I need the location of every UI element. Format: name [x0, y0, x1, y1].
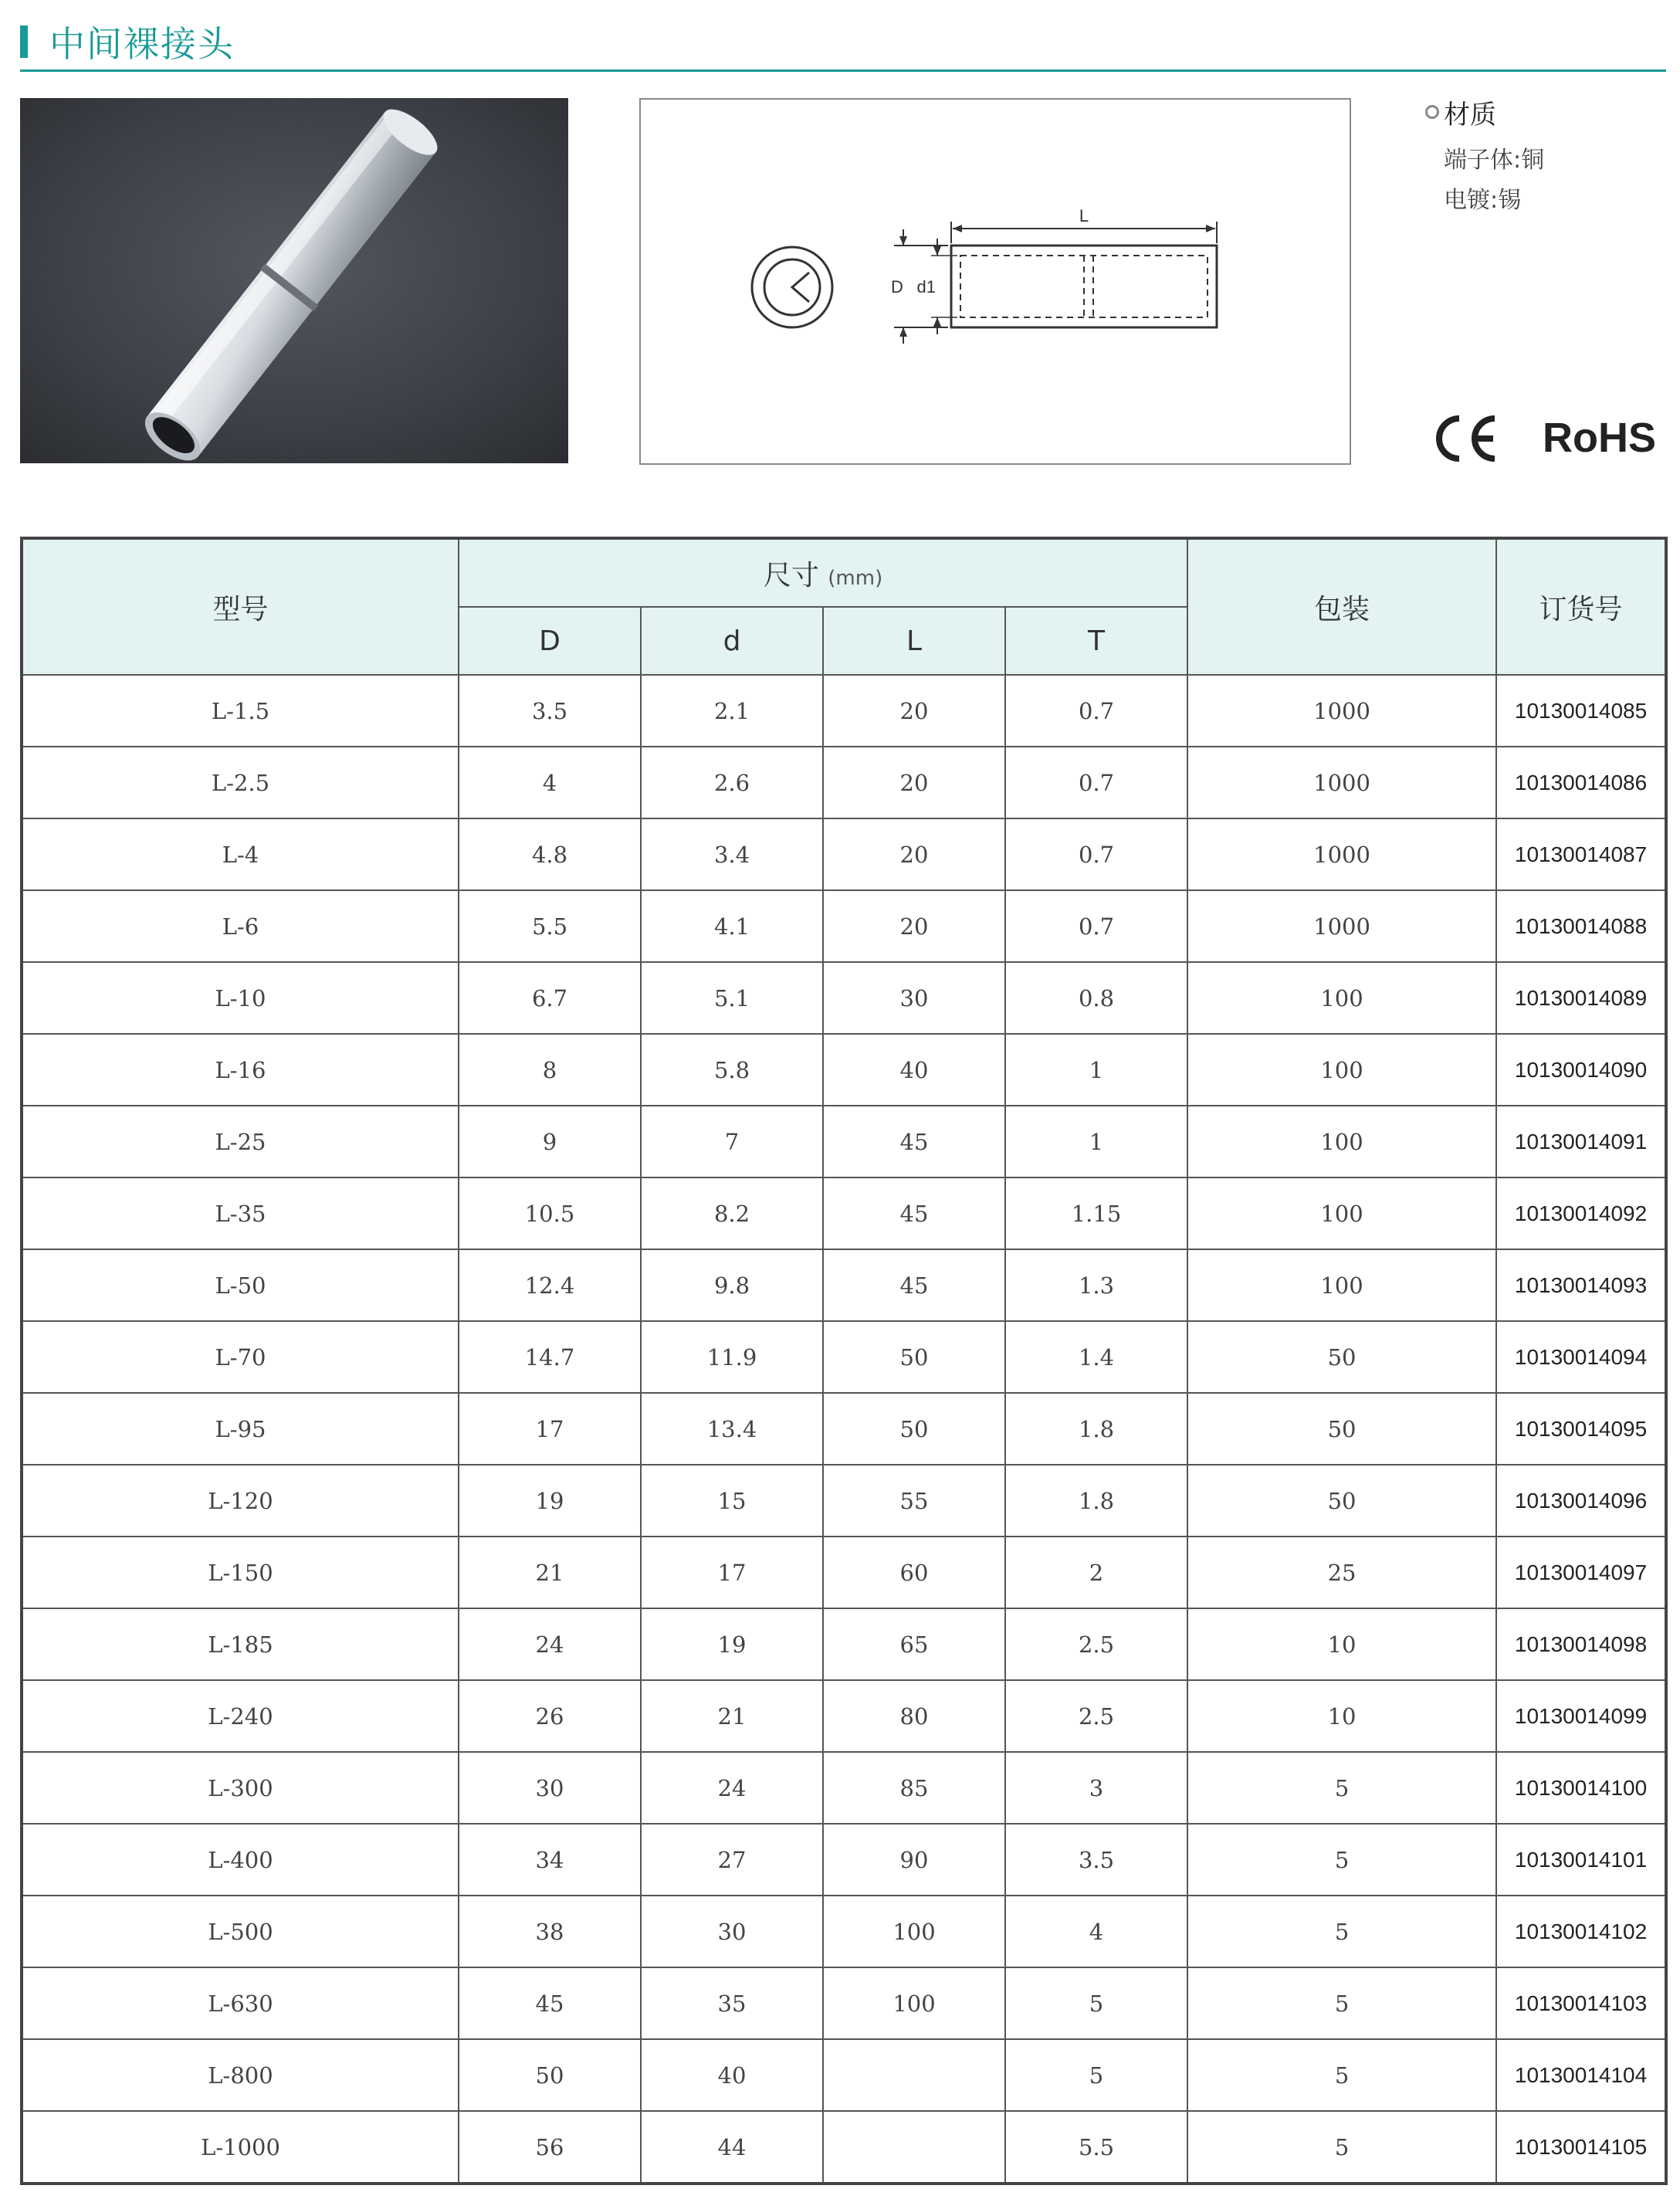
- cell-D: 4.8: [459, 818, 641, 890]
- cell-T: 5: [1005, 2039, 1187, 2111]
- cell-order: 10130014100: [1496, 1752, 1666, 1824]
- cell-model: L-400: [22, 1824, 459, 1896]
- table-row: [22, 747, 1666, 818]
- cell-D: 5.5: [459, 890, 641, 962]
- cell-L: 50: [823, 1393, 1005, 1465]
- cell-D: 6.7: [459, 962, 641, 1034]
- cell-T: 4: [1005, 1896, 1187, 1967]
- cell-model: L-800: [22, 2039, 459, 2111]
- cell-order: 10130014098: [1496, 1608, 1666, 1680]
- table-row: [22, 675, 1666, 747]
- table-row: [22, 2111, 1666, 2184]
- header-T: T: [1005, 607, 1187, 675]
- spec-table: [20, 537, 1668, 2185]
- cell-T: 5.5: [1005, 2111, 1187, 2184]
- cell-model: L-4: [22, 818, 459, 890]
- table-row: [22, 1249, 1666, 1321]
- cell-L: [823, 2111, 1005, 2184]
- cell-d: 35: [641, 1967, 823, 2039]
- label-L: L: [1079, 206, 1089, 225]
- cell-order: 10130014093: [1496, 1249, 1666, 1321]
- table-row: [22, 1393, 1666, 1465]
- cell-order: 10130014102: [1496, 1896, 1666, 1967]
- cell-d: 13.4: [641, 1393, 823, 1465]
- cell-T: 1.4: [1005, 1321, 1187, 1393]
- cell-T: 2.5: [1005, 1608, 1187, 1680]
- cell-package: 50: [1187, 1465, 1496, 1537]
- cell-T: 0.7: [1005, 818, 1187, 890]
- cell-order: 10130014087: [1496, 818, 1666, 890]
- cell-D: 14.7: [459, 1321, 641, 1393]
- cell-D: 38: [459, 1896, 641, 1967]
- rohs-mark-icon: RoHS: [1543, 415, 1656, 461]
- table-row: [22, 1177, 1666, 1249]
- table-row: [22, 1680, 1666, 1752]
- cell-L: 100: [823, 1967, 1005, 2039]
- cell-package: 25: [1187, 1537, 1496, 1608]
- cell-T: 1.15: [1005, 1177, 1187, 1249]
- cell-order: 10130014090: [1496, 1034, 1666, 1106]
- cell-package: 5: [1187, 2111, 1496, 2184]
- cell-L: 80: [823, 1680, 1005, 1752]
- cell-order: 10130014085: [1496, 675, 1666, 747]
- cell-D: 3.5: [459, 675, 641, 747]
- cell-D: 9: [459, 1106, 641, 1177]
- cell-L: 40: [823, 1034, 1005, 1106]
- cell-d: 44: [641, 2111, 823, 2184]
- cell-d: 24: [641, 1752, 823, 1824]
- cell-d: 3.4: [641, 818, 823, 890]
- cell-D: 56: [459, 2111, 641, 2184]
- cell-T: 2: [1005, 1537, 1187, 1608]
- certification-marks: [1428, 408, 1668, 469]
- cell-d: 11.9: [641, 1321, 823, 1393]
- header-D: D: [459, 607, 641, 675]
- cell-T: 0.7: [1005, 675, 1187, 747]
- dimension-diagram: [639, 98, 1351, 465]
- cell-L: 65: [823, 1608, 1005, 1680]
- cell-d: 2.1: [641, 675, 823, 747]
- cell-order: 10130014089: [1496, 962, 1666, 1034]
- cell-L: 20: [823, 818, 1005, 890]
- cell-d: 5.8: [641, 1034, 823, 1106]
- cell-order: 10130014086: [1496, 747, 1666, 818]
- cell-model: L-630: [22, 1967, 459, 2039]
- table-row: [22, 1537, 1666, 1608]
- cell-model: L-150: [22, 1537, 459, 1608]
- cell-d: 5.1: [641, 962, 823, 1034]
- cell-d: 7: [641, 1106, 823, 1177]
- cell-D: 30: [459, 1752, 641, 1824]
- title-divider: [20, 69, 1666, 72]
- cell-package: 5: [1187, 1752, 1496, 1824]
- cell-order: 10130014101: [1496, 1824, 1666, 1896]
- cell-T: 5: [1005, 1967, 1187, 2039]
- table-row: [22, 1752, 1666, 1824]
- cell-model: L-120: [22, 1465, 459, 1537]
- cell-d: 2.6: [641, 747, 823, 818]
- cell-T: 3: [1005, 1752, 1187, 1824]
- header-L: L: [823, 607, 1005, 675]
- cell-order: 10130014095: [1496, 1393, 1666, 1465]
- cell-L: 45: [823, 1177, 1005, 1249]
- cell-package: 1000: [1187, 818, 1496, 890]
- cell-order: 10130014091: [1496, 1106, 1666, 1177]
- label-d1: d1: [916, 277, 936, 296]
- product-photo: [20, 98, 568, 463]
- cell-package: 100: [1187, 1034, 1496, 1106]
- header-package: 包装: [1187, 538, 1496, 675]
- cell-L: [823, 2039, 1005, 2111]
- table-row: [22, 818, 1666, 890]
- bullet-icon: [1425, 105, 1439, 119]
- cell-model: L-25: [22, 1106, 459, 1177]
- table-row: [22, 1321, 1666, 1393]
- cell-order: 10130014103: [1496, 1967, 1666, 2039]
- cell-L: 20: [823, 675, 1005, 747]
- cell-T: 1: [1005, 1106, 1187, 1177]
- cell-T: 0.7: [1005, 890, 1187, 962]
- cell-d: 4.1: [641, 890, 823, 962]
- cell-d: 21: [641, 1680, 823, 1752]
- cell-D: 8: [459, 1034, 641, 1106]
- cell-D: 12.4: [459, 1249, 641, 1321]
- cell-D: 10.5: [459, 1177, 641, 1249]
- cell-package: 50: [1187, 1393, 1496, 1465]
- cell-package: 10: [1187, 1680, 1496, 1752]
- cell-T: 1.8: [1005, 1393, 1187, 1465]
- cell-model: L-6: [22, 890, 459, 962]
- cell-order: 10130014104: [1496, 2039, 1666, 2111]
- cell-package: 100: [1187, 962, 1496, 1034]
- cell-L: 50: [823, 1321, 1005, 1393]
- cell-d: 19: [641, 1608, 823, 1680]
- cell-d: 15: [641, 1465, 823, 1537]
- cell-model: L-2.5: [22, 747, 459, 818]
- cell-model: L-50: [22, 1249, 459, 1321]
- cell-L: 45: [823, 1106, 1005, 1177]
- header-d: d: [641, 607, 823, 675]
- cell-L: 30: [823, 962, 1005, 1034]
- cell-T: 1: [1005, 1034, 1187, 1106]
- cell-T: 0.7: [1005, 747, 1187, 818]
- cell-model: L-1000: [22, 2111, 459, 2184]
- cell-D: 24: [459, 1608, 641, 1680]
- material-info: [1425, 93, 1544, 212]
- cell-T: 3.5: [1005, 1824, 1187, 1896]
- cell-model: L-185: [22, 1608, 459, 1680]
- cell-d: 40: [641, 2039, 823, 2111]
- table-row: [22, 1106, 1666, 1177]
- cell-D: 26: [459, 1680, 641, 1752]
- cell-package: 100: [1187, 1249, 1496, 1321]
- cell-package: 100: [1187, 1106, 1496, 1177]
- header-model: 型号: [22, 538, 459, 675]
- cell-d: 27: [641, 1824, 823, 1896]
- cell-model: L-240: [22, 1680, 459, 1752]
- cell-D: 17: [459, 1393, 641, 1465]
- cell-L: 20: [823, 890, 1005, 962]
- ce-mark-icon: [1439, 418, 1495, 459]
- cell-d: 30: [641, 1896, 823, 1967]
- table-row: [22, 1967, 1666, 2039]
- cell-package: 10: [1187, 1608, 1496, 1680]
- cell-model: L-35: [22, 1177, 459, 1249]
- cell-model: L-95: [22, 1393, 459, 1465]
- table-row: [22, 2039, 1666, 2111]
- material-plating-line: 电镀:锡: [1444, 187, 1522, 214]
- cell-D: 50: [459, 2039, 641, 2111]
- cell-T: 2.5: [1005, 1680, 1187, 1752]
- cell-package: 1000: [1187, 675, 1496, 747]
- length-dimension: [951, 206, 1217, 243]
- cell-L: 55: [823, 1465, 1005, 1537]
- cell-order: 10130014097: [1496, 1537, 1666, 1608]
- cell-order: 10130014099: [1496, 1680, 1666, 1752]
- cell-order: 10130014105: [1496, 2111, 1666, 2184]
- cell-order: 10130014092: [1496, 1177, 1666, 1249]
- table-row: [22, 1465, 1666, 1537]
- cell-package: 50: [1187, 1321, 1496, 1393]
- cell-D: 19: [459, 1465, 641, 1537]
- section-title: [20, 19, 235, 65]
- material-body-line: 端子体:铜: [1444, 147, 1545, 174]
- cell-package: 5: [1187, 1967, 1496, 2039]
- cell-L: 100: [823, 1896, 1005, 1967]
- cell-d: 9.8: [641, 1249, 823, 1321]
- title-marker: [20, 25, 28, 58]
- cell-model: L-10: [22, 962, 459, 1034]
- header-size: 尺寸 (mm): [459, 538, 1187, 607]
- cell-T: 1.3: [1005, 1249, 1187, 1321]
- material-heading-text: 材质: [1444, 99, 1496, 130]
- cell-L: 20: [823, 747, 1005, 818]
- cell-model: L-1.5: [22, 675, 459, 747]
- cell-model: L-500: [22, 1896, 459, 1967]
- cell-package: 5: [1187, 2039, 1496, 2111]
- cell-T: 0.8: [1005, 962, 1187, 1034]
- cell-D: 34: [459, 1824, 641, 1896]
- cell-order: 10130014096: [1496, 1465, 1666, 1537]
- cell-d: 17: [641, 1537, 823, 1608]
- cell-D: 21: [459, 1537, 641, 1608]
- table-row: [22, 1896, 1666, 1967]
- table-row: [22, 1824, 1666, 1896]
- table-row: [22, 890, 1666, 962]
- cell-package: 1000: [1187, 747, 1496, 818]
- cell-package: 1000: [1187, 890, 1496, 962]
- cell-model: L-70: [22, 1321, 459, 1393]
- end-view: [752, 247, 832, 327]
- cell-L: 45: [823, 1249, 1005, 1321]
- cell-order: 10130014094: [1496, 1321, 1666, 1393]
- cell-package: 100: [1187, 1177, 1496, 1249]
- cell-L: 90: [823, 1824, 1005, 1896]
- material-heading: [1425, 93, 1544, 131]
- table-row: [22, 962, 1666, 1034]
- side-view: [951, 246, 1217, 327]
- cell-T: 1.8: [1005, 1465, 1187, 1537]
- label-D: D: [891, 277, 903, 296]
- table-row: [22, 1608, 1666, 1680]
- table-row: [22, 1034, 1666, 1106]
- diameter-dimension: [891, 229, 957, 344]
- header-order: 订货号: [1496, 538, 1666, 675]
- cell-model: L-16: [22, 1034, 459, 1106]
- cell-package: 5: [1187, 1824, 1496, 1896]
- cell-package: 5: [1187, 1896, 1496, 1967]
- cell-L: 85: [823, 1752, 1005, 1824]
- cell-L: 60: [823, 1537, 1005, 1608]
- cell-d: 8.2: [641, 1177, 823, 1249]
- cell-model: L-300: [22, 1752, 459, 1824]
- cell-order: 10130014088: [1496, 890, 1666, 962]
- cell-D: 4: [459, 747, 641, 818]
- page-title: 中间裸接头: [49, 23, 235, 65]
- cell-D: 45: [459, 1967, 641, 2039]
